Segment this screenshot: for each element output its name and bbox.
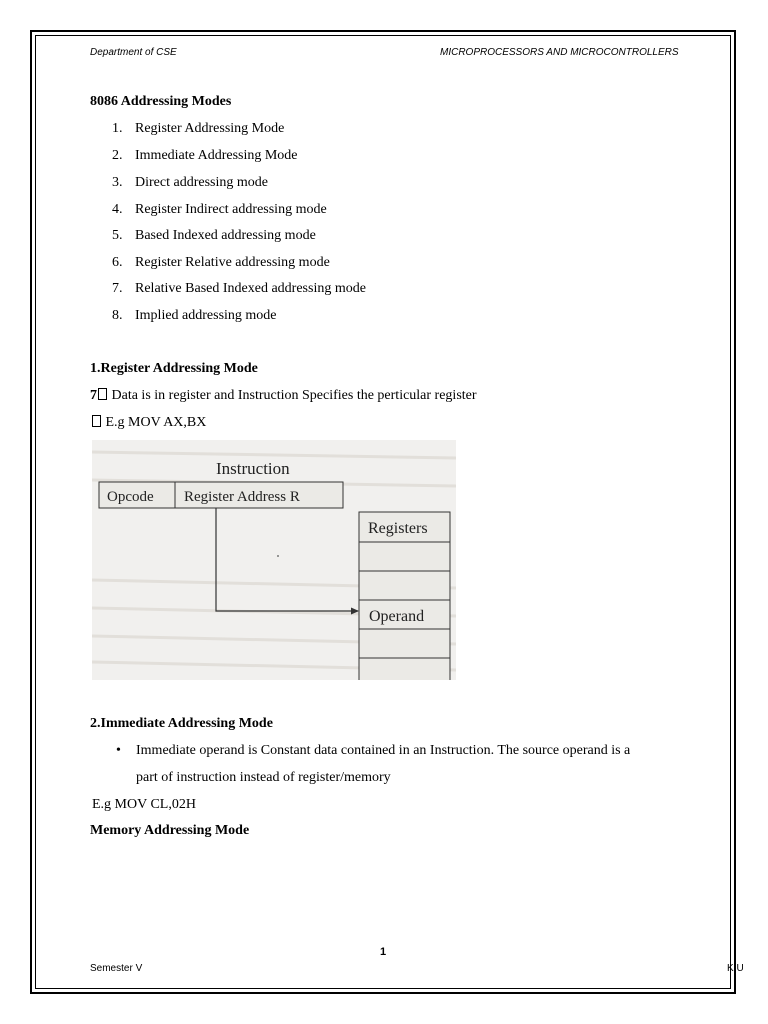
register-cell	[359, 658, 450, 680]
immediate-mode-example: E.g MOV CL,02H	[92, 797, 196, 812]
list-item-number: 1.	[112, 121, 123, 136]
list-item-number: 2.	[112, 148, 123, 163]
list-item: Register Addressing Mode	[135, 121, 285, 136]
list-item: Immediate Addressing Mode	[135, 148, 298, 163]
footer-semester: Semester V	[90, 963, 143, 974]
footer-right-text: K U	[727, 963, 744, 974]
operand-label: Operand	[369, 608, 425, 625]
register-cell	[359, 542, 450, 571]
missing-glyph-icon	[98, 388, 107, 400]
list-item-number: 6.	[112, 255, 123, 270]
register-addressing-diagram	[92, 440, 456, 680]
list-item: Register Indirect addressing mode	[135, 202, 327, 217]
header-course: MICROPROCESSORS AND MICROCONTROLLERS	[440, 47, 679, 58]
missing-glyph-icon	[92, 415, 101, 427]
list-item-number: 8.	[112, 308, 123, 323]
register-mode-heading: 1.Register Addressing Mode	[90, 361, 258, 376]
immediate-mode-line-2: part of instruction instead of register/memory	[136, 770, 391, 785]
register-mode-description-text: Data is in register and Instruction Specifies the perticular register	[108, 388, 477, 403]
list-item-number: 3.	[112, 175, 123, 190]
memory-mode-heading: Memory Addressing Mode	[90, 823, 250, 838]
page-number: 1	[380, 946, 387, 958]
instruction-label: Instruction	[216, 459, 290, 478]
section-title: 8086 Addressing Modes	[90, 94, 232, 109]
header-department: Department of CSE	[90, 47, 177, 58]
list-item-number: 5.	[112, 228, 123, 243]
immediate-mode-heading: 2.Immediate Addressing Mode	[90, 716, 273, 731]
bullet-marker: 7	[90, 388, 97, 403]
register-cell	[359, 571, 450, 600]
list-item-number: 7.	[112, 281, 123, 296]
list-item: Implied addressing mode	[135, 308, 277, 323]
list-item: Register Relative addressing mode	[135, 255, 330, 270]
registers-label: Registers	[368, 520, 428, 537]
pointer-arrow	[216, 508, 358, 611]
register-mode-description	[90, 388, 477, 404]
list-item: Based Indexed addressing mode	[135, 228, 316, 243]
register-mode-example-text: E.g MOV AX,BX	[102, 415, 207, 430]
list-item-number: 4.	[112, 202, 123, 217]
bullet-icon: •	[116, 743, 121, 758]
list-item: Direct addressing mode	[135, 175, 268, 190]
register-mode-example	[90, 415, 206, 431]
register-cell	[359, 629, 450, 658]
list-item: Relative Based Indexed addressing mode	[135, 281, 366, 296]
register-address-label: Register Address R	[184, 489, 300, 505]
opcode-label: Opcode	[107, 489, 154, 505]
immediate-mode-line-1: Immediate operand is Constant data contained in an Instruction. The source operand is a	[136, 743, 631, 758]
